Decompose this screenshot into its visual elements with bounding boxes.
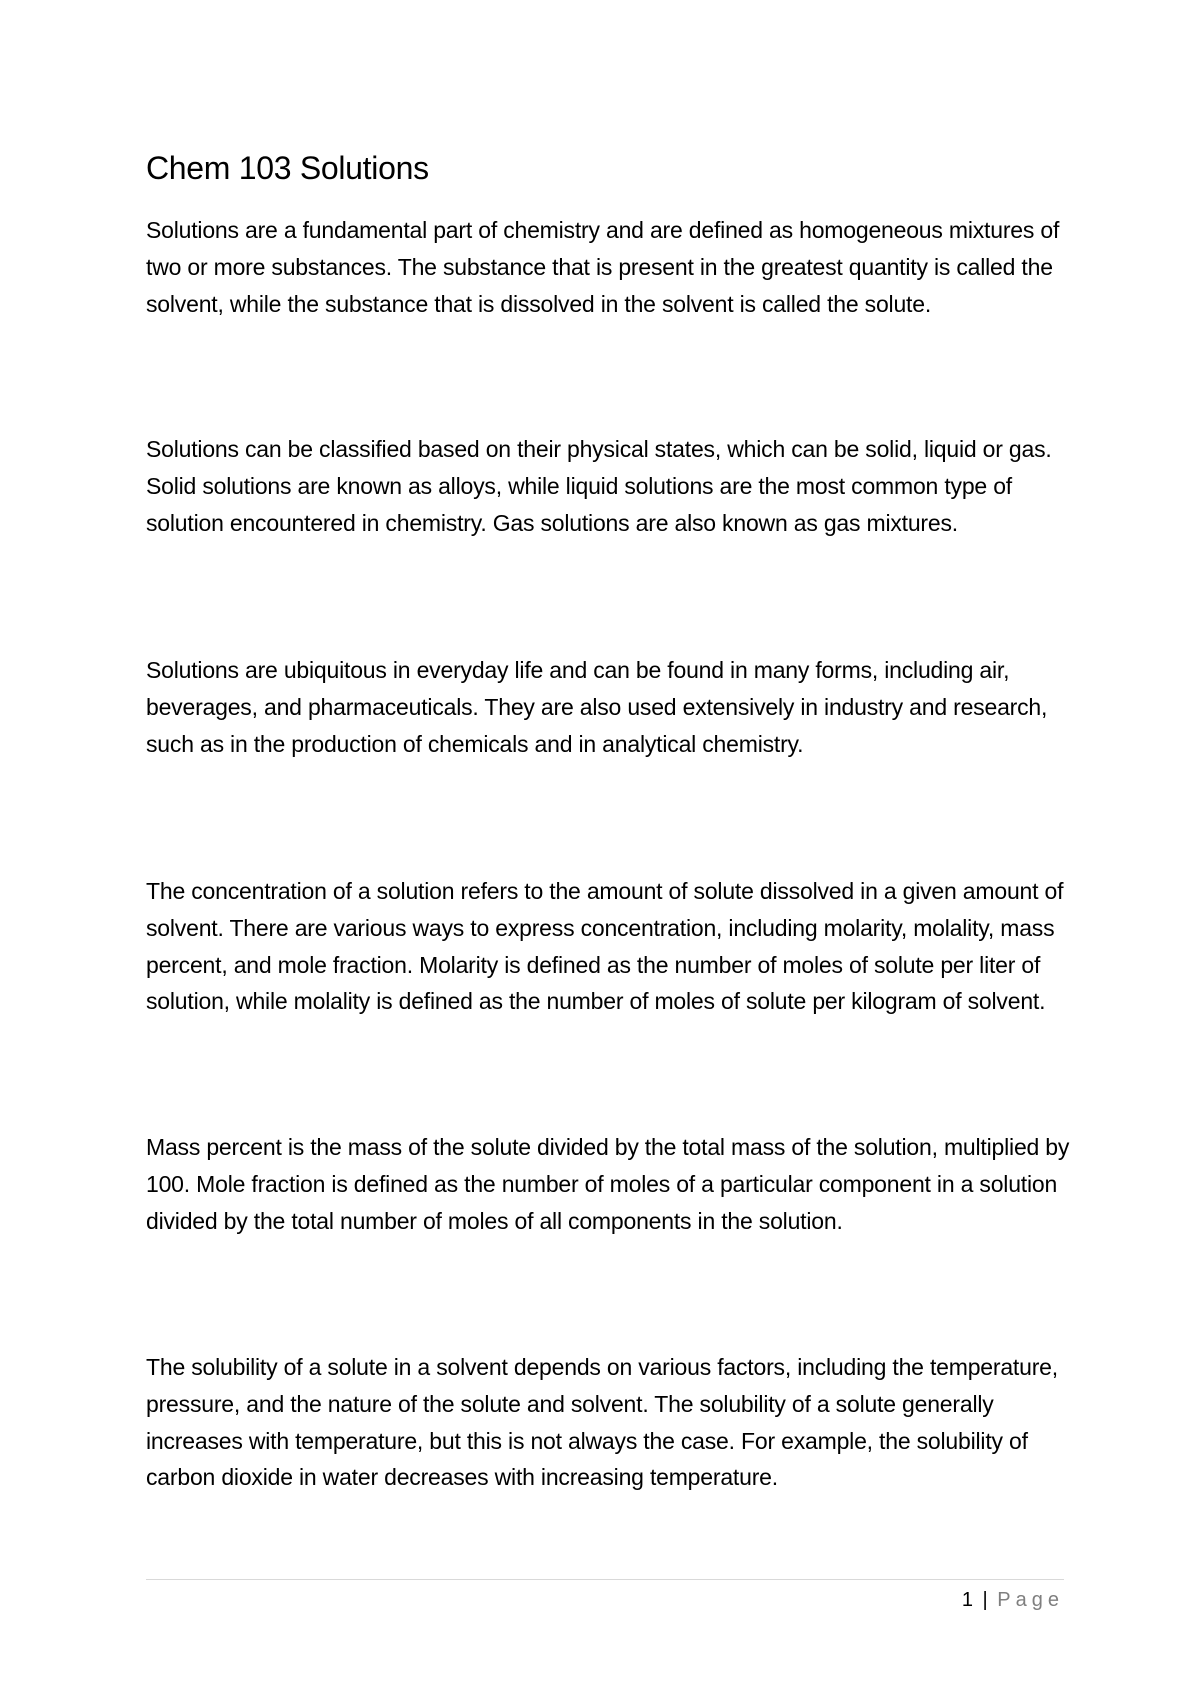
paragraph-physical-states: Solutions can be classified based on their physical states, which can be solid, liquid or gas. Solid solutions are known as alloys, while liquid solutions are the most common type of solution encountered in chemistry. Gas solutions are also known as gas mixtures.	[146, 436, 1052, 536]
page-number: 1	[961, 1589, 973, 1611]
paragraph-solutions-definition: Solutions are a fundamental part of chemistry and are defined as homogeneous mixtures of two or more substances. The substance that is present in the greatest quantity is called the solvent, while the substance that is dissolved in the solvent is called the solute.	[146, 217, 1060, 317]
paragraph-everyday-uses: Solutions are ubiquitous in everyday life and can be found in many forms, including air, beverages, and pharmaceuticals. They are also used extensively in industry and research, such as in the production of chemicals and in analytical chemistry.	[146, 657, 1048, 757]
page-label: Page	[997, 1589, 1064, 1611]
paragraph-mass-percent: Mass percent is the mass of the solute divided by the total mass of the solution, multiplied by 100. Mole fraction is defined as the number of moles of a particular component in a solution divided by the total number of moles of all components in the solution.	[146, 1134, 1070, 1234]
page-footer	[962, 1588, 1064, 1612]
document-title: Chem 103 Solutions	[146, 150, 429, 186]
footer-divider	[146, 1579, 1064, 1580]
paragraph-concentration: The concentration of a solution refers to the amount of solute dissolved in a given amount of solvent. There are various ways to express concentration, including molarity, molality, mass percent, and mole fraction. Molarity is defined as the number of moles of solute per liter of solution, while molality is defined as the number of moles of solute per kilogram of solvent.	[146, 878, 1064, 1015]
paragraph-solubility: The solubility of a solute in a solvent depends on various factors, including the temperature, pressure, and the nature of the solute and solvent. The solubility of a solute generally increases with temperature, but this is not always the case. For example, the solubility of carbon dioxide in water decreases with increasing temperature.	[146, 1354, 1058, 1491]
footer-separator: |	[982, 1589, 988, 1611]
